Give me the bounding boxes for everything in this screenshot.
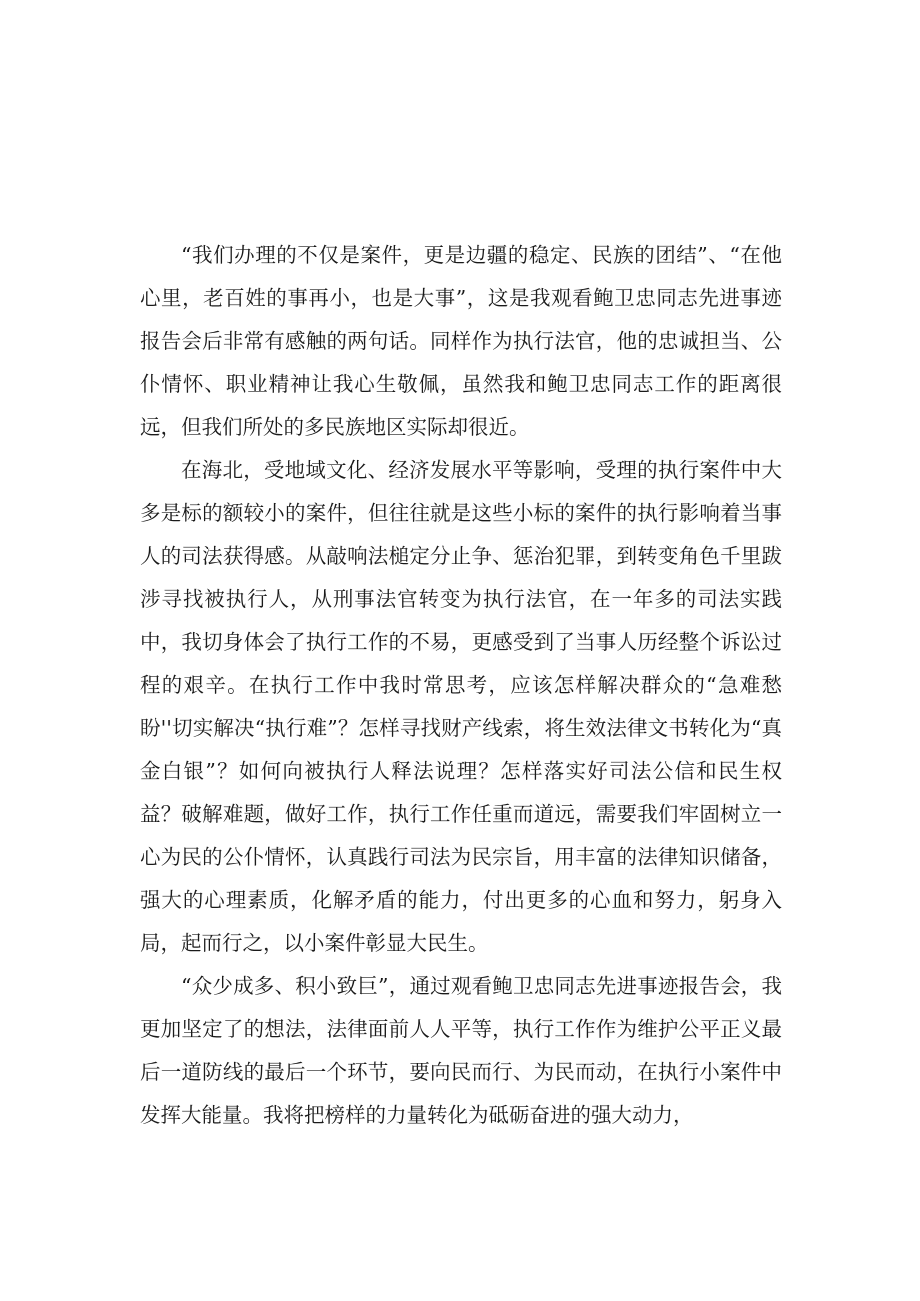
paragraph-3: “众少成多、积小致巨”，通过观看鲍卫忠同志先进事迹报告会，我更加坚定了的想法，法律面前人人平等，执行工作作为维护公平正义最后一道防线的最后一个环节，要向民而行、为民而动，在执行小案件中发挥大能量。我将把榜样的力量转化为砥砺奋进的强大动力， (140, 974, 782, 1127)
paragraph-1: “我们办理的不仅是案件，更是边疆的稳定、民族的团结”、“在他心里，老百姓的事再小，也是大事”，这是我观看鲍卫忠同志先进事迹报告会后非常有感触的两句话。同样作为执行法官，他的忠诚担当、公仆情怀、职业精神让我心生敬佩，虽然我和鲍卫忠同志工作的距离很远，但我们所处的多民族地区实际却很近。 (140, 243, 782, 439)
paragraph-2: 在海北，受地域文化、经济发展水平等影响，受理的执行案件中大多是标的额较小的案件，但往往就是这些小标的案件的执行影响着当事人的司法获得感。从敲响法槌定分止争、惩治犯罪，到转变角色千里跋涉寻找被执行人，从刑事法官转变为执行法官，在一年多的司法实践中，我切身体会了执行工作的不易，更感受到了当事人历经整个诉讼过程的艰辛。在执行工作中我时常思考，应该怎样解决群众的“急难愁盼''切实解决“执行难”？怎样寻找财产线索，将生效法律文书转化为“真金白银”？如何向被执行人释法说理？怎样落实好司法公信和民生权益？破解难题，做好工作，执行工作任重而道远，需要我们牢固树立一心为民的公仆情怀，认真践行司法为民宗旨，用丰富的法律知识储备，强大的心理素质，化解矛盾的能力，付出更多的心血和努力，躬身入局，起而行之，以小案件彰显大民生。 (140, 458, 782, 955)
document-body (140, 234, 782, 1137)
